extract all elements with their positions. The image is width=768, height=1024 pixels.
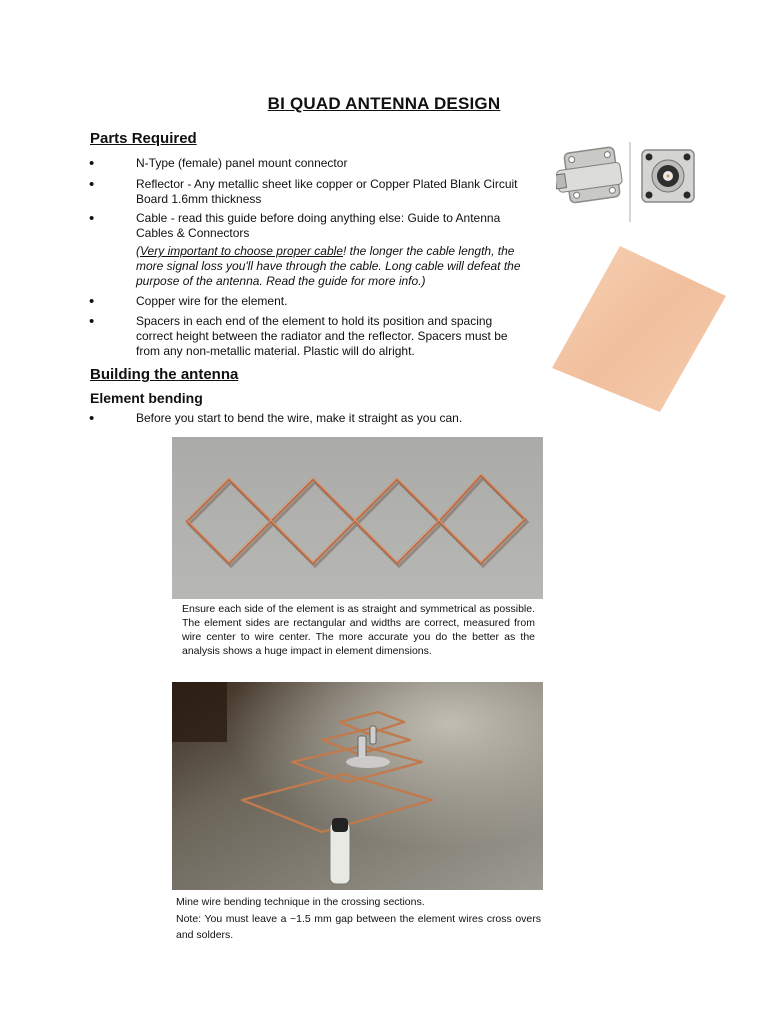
n-type-connector-photo — [556, 140, 702, 224]
element-caption: Ensure each side of the element is as straight and symmetrical as possible. The element sides are rectangular and widths are correct, measured from wire center to wire center. The more accurate you do the better as the analysis shows a huge impact in element dimensions. — [182, 603, 535, 657]
bullet-1: • — [89, 155, 95, 172]
element-bending-heading: Element bending — [90, 390, 203, 406]
crossing-section-photo — [172, 682, 543, 890]
bullet-6: • — [89, 410, 95, 427]
cable-note-emphasis: Very important to choose proper cable — [140, 244, 343, 258]
cable-note — [136, 244, 526, 289]
copper-board-photo — [550, 244, 728, 414]
part-item-wire: Copper wire for the element. — [136, 294, 288, 308]
page-title: BI QUAD ANTENNA DESIGN — [267, 94, 501, 113]
crossing-caption-line1: Mine wire bending technique in the crossing sections. — [176, 896, 425, 908]
part-item-reflector: Reflector - Any metallic sheet like copper or Copper Plated Blank Circuit Board 1.6mm thickness — [136, 177, 518, 206]
crossing-caption-note: Note: You must leave a ~1.5 mm gap between the element wires cross overs and solders. — [176, 913, 541, 941]
biquad-element-photo — [172, 437, 543, 599]
part-item-connector: N-Type (female) panel mount connector — [136, 156, 348, 170]
bullet-3: • — [89, 210, 95, 227]
element-step-straighten: Before you start to bend the wire, make it straight as you can. — [136, 411, 463, 425]
building-antenna-heading: Building the antenna — [90, 366, 239, 383]
bullet-2: • — [89, 176, 95, 193]
parts-required-heading: Parts Required — [90, 130, 197, 147]
cable-note-text: ! the longer the cable length, the more signal loss you'll have through the cable. Long cable will defeat the purpose of the antenna. Read the guide for more info.) — [136, 244, 521, 288]
bullet-5: • — [89, 313, 95, 330]
part-item-spacers: Spacers in each end of the element to hold its position and spacing correct height between the radiator and the reflector. Spacers must be from any non-metallic material. Plastic will do alright. — [136, 314, 508, 358]
part-item-cable: Cable - read this guide before doing anything else: Guide to Antenna Cables & Connectors — [136, 211, 501, 240]
bullet-4: • — [89, 293, 95, 310]
cable-note-open: ( — [136, 244, 140, 258]
